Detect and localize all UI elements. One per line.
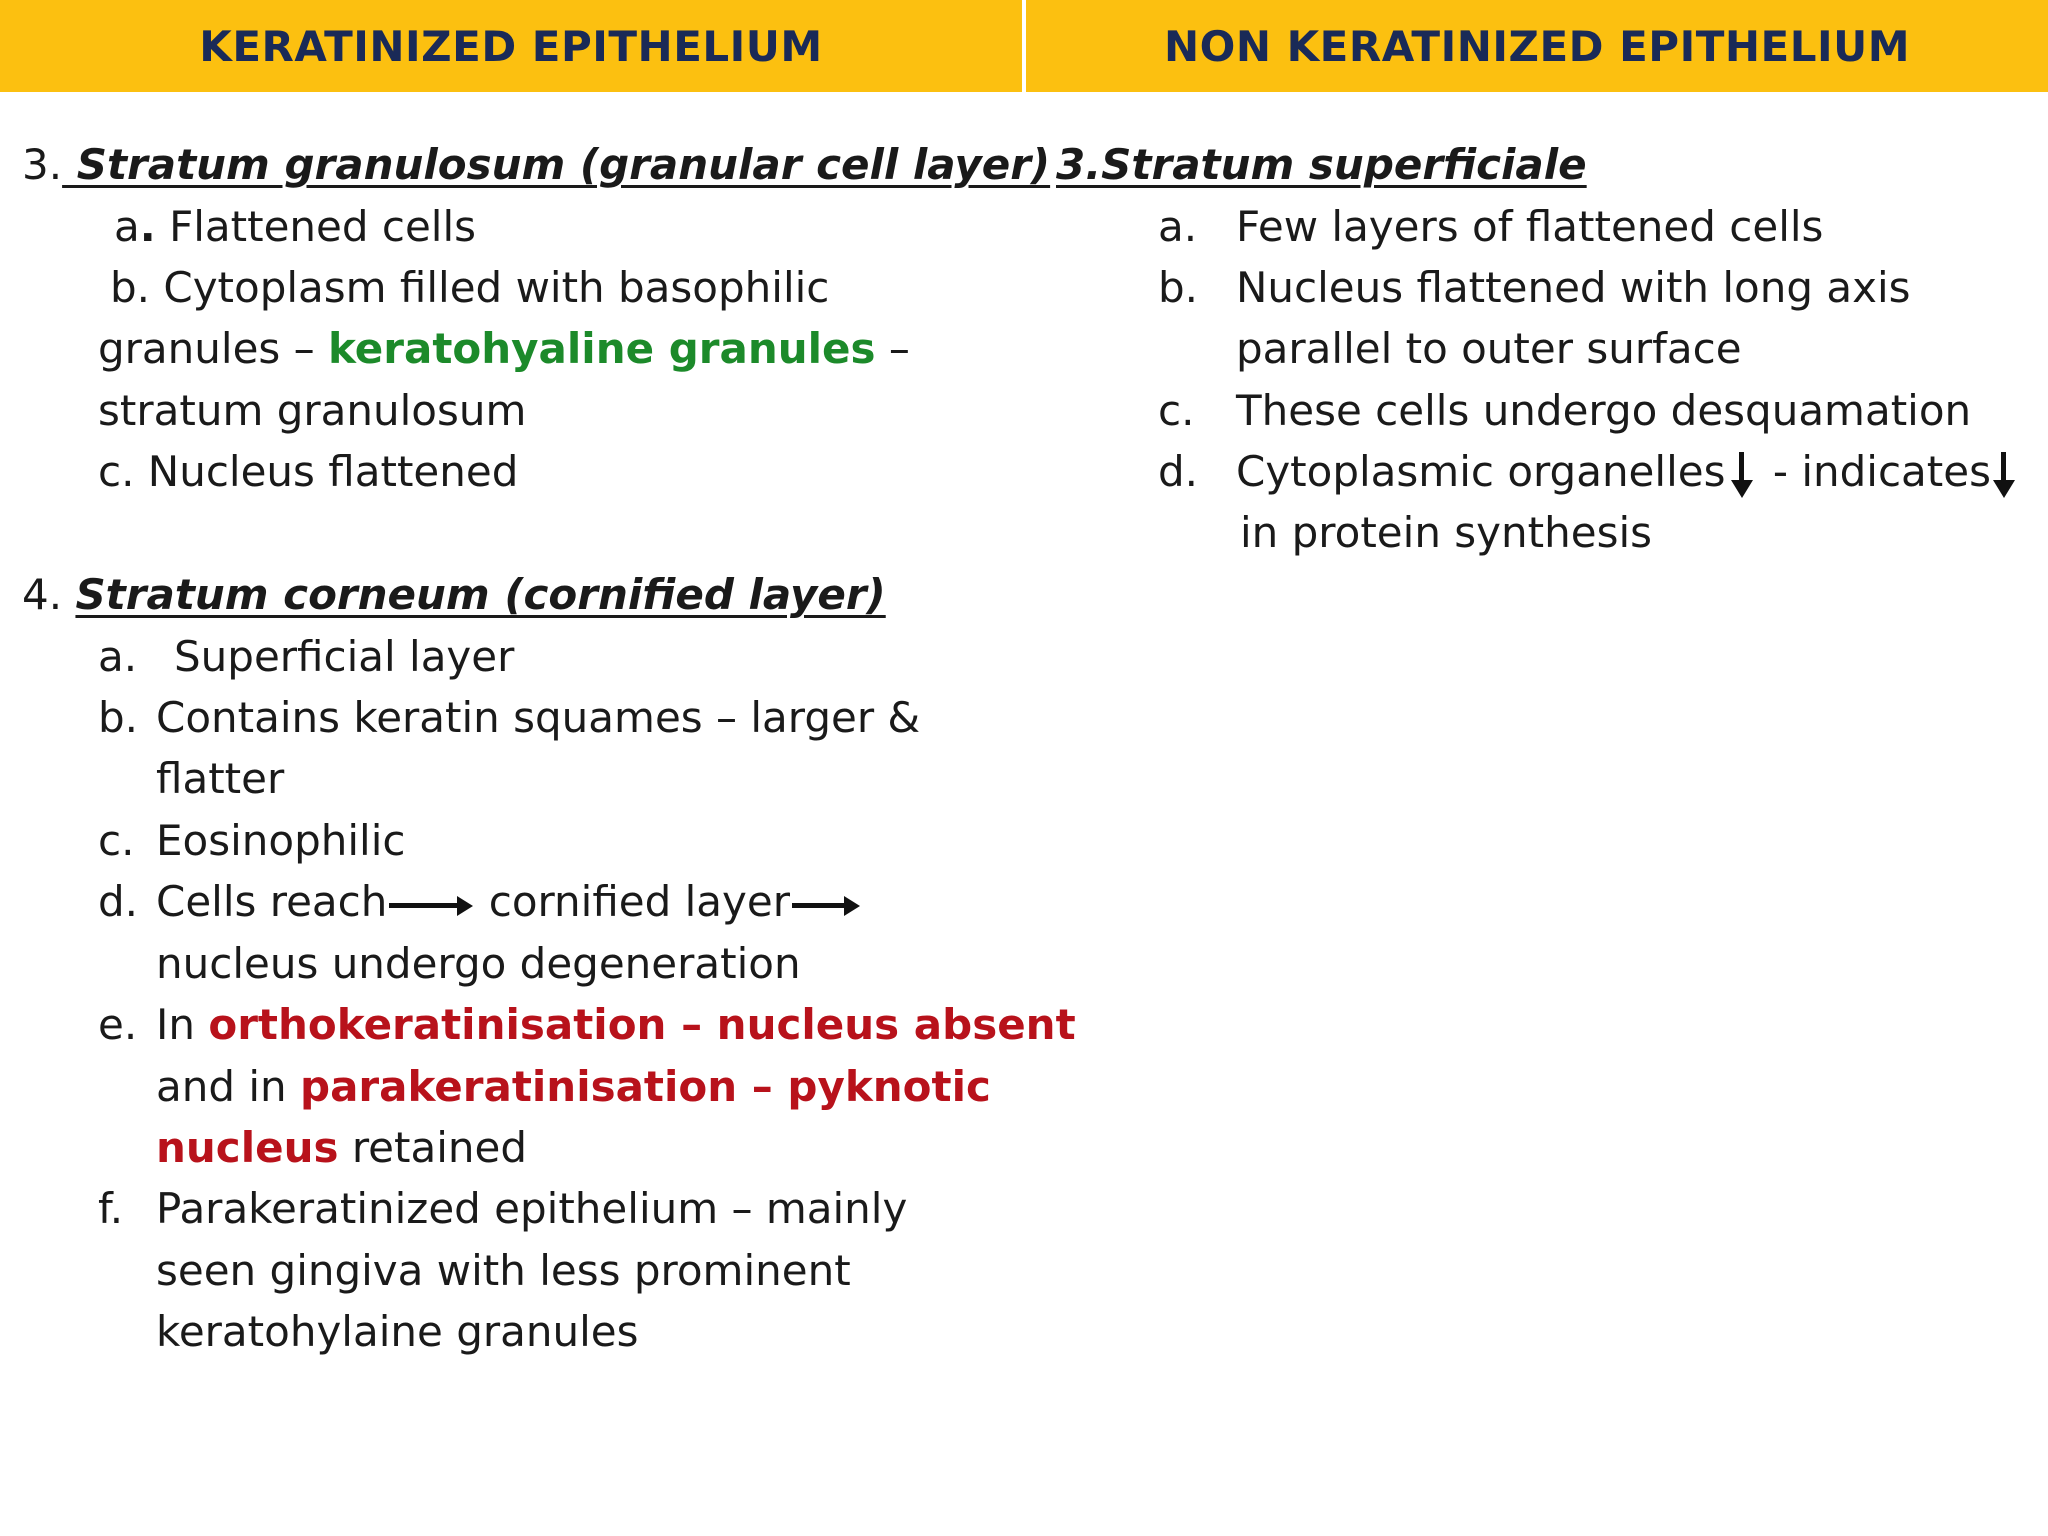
left-s4-e-parakeratinisation: parakeratinisation – pyknotic <box>300 1062 991 1111</box>
left-s3-item-b-line1: b. Cytoplasm filled with basophilic <box>110 263 830 312</box>
left-s3-a-dot: . <box>139 202 156 251</box>
right-s3-d-line2: in protein synthesis <box>1240 508 1653 557</box>
left-s3-b-keratohyaline: keratohyaline granules <box>328 324 876 373</box>
left-s4-d-letter: d. <box>98 877 139 926</box>
left-s3-heading <box>22 140 1051 189</box>
left-s4-d-part1: Cells reach <box>156 877 388 926</box>
arrow-down-icon <box>1993 452 2015 498</box>
left-s4-e-letter: e. <box>98 1000 138 1049</box>
left-s3-a-letter: a <box>114 202 140 251</box>
right-s3-title: 3.Stratum superficiale <box>1056 140 1587 189</box>
left-s3-title: Stratum granulosum (granular cell layer) <box>62 140 1051 189</box>
left-s4-b-line1: Contains keratin squames – larger & <box>156 693 921 742</box>
left-s4-d-line2: nucleus undergo degeneration <box>156 939 801 988</box>
right-s3-d-part1: Cytoplasmic organelles <box>1236 447 1726 496</box>
left-s4-d-part2: cornified layer <box>475 877 791 926</box>
right-s3-a-text: Few layers of flattened cells <box>1236 202 1824 251</box>
left-s4-e-line3 <box>156 1123 528 1172</box>
left-s3-b-line2-post: – <box>875 324 910 373</box>
header-non-keratinized-label: NON KERATINIZED EPITHELIUM <box>1163 21 1910 71</box>
left-s4-d-line1 <box>156 877 862 926</box>
right-s3-a-letter: a. <box>1158 202 1198 251</box>
arrow-down-icon <box>1731 452 1753 498</box>
left-s4-heading <box>22 570 886 619</box>
left-s4-e-retained: retained <box>338 1123 528 1172</box>
left-s4-e-line1 <box>156 1000 1076 1049</box>
left-s4-e-line2 <box>156 1062 991 1111</box>
left-s4-number: 4. <box>22 570 76 619</box>
left-s3-a-text: Flattened cells <box>155 202 477 251</box>
left-s4-e-line1-pre: In <box>156 1000 209 1049</box>
arrow-right-icon <box>389 895 473 915</box>
left-s4-f-line1: Parakeratinized epithelium – mainly <box>156 1184 908 1233</box>
left-s4-e-orthokeratinisation: orthokeratinisation – nucleus absent <box>208 1000 1076 1049</box>
left-s3-number: 3. <box>22 140 63 189</box>
left-s4-f-line2: seen gingiva with less prominent <box>156 1246 851 1295</box>
left-s4-f-line3: keratohylaine granules <box>156 1307 639 1356</box>
left-s4-b-line2: flatter <box>156 754 285 803</box>
right-s3-c-letter: c. <box>1158 386 1195 435</box>
arrow-right-icon <box>792 895 860 915</box>
left-s3-b-line2-pre: granules – <box>98 324 328 373</box>
right-s3-b-line2: parallel to outer surface <box>1236 324 1742 373</box>
left-s4-c-text: Eosinophilic <box>156 816 406 865</box>
header-non-keratinized <box>1026 0 2048 92</box>
right-s3-b-line1: Nucleus flattened with long axis <box>1236 263 1911 312</box>
left-s4-title: Stratum corneum (cornified layer) <box>75 570 886 619</box>
left-s4-f-letter: f. <box>98 1184 124 1233</box>
left-s4-a-letter: a. <box>98 632 138 681</box>
left-s4-a-text: Superficial layer <box>174 632 515 681</box>
right-s3-d-letter: d. <box>1158 447 1199 496</box>
right-s3-b-letter: b. <box>1158 263 1199 312</box>
left-s3-item-c: c. Nucleus flattened <box>98 447 519 496</box>
left-s4-c-letter: c. <box>98 816 135 865</box>
left-s3-item-b-line3: stratum granulosum <box>98 386 527 435</box>
header-keratinized <box>0 0 1022 92</box>
left-s3-item-a <box>114 202 477 251</box>
right-s3-d-line1 <box>1236 447 2021 498</box>
right-s3-c-text: These cells undergo desquamation <box>1236 386 1972 435</box>
left-s4-e-nucleus: nucleus <box>156 1123 339 1172</box>
left-s4-b-letter: b. <box>98 693 139 742</box>
left-s4-e-line2-pre: and in <box>156 1062 301 1111</box>
right-s3-d-part2: - indicates <box>1759 447 1991 496</box>
header-keratinized-label: KERATINIZED EPITHELIUM <box>199 21 823 71</box>
left-s3-item-b-line2 <box>98 324 910 373</box>
